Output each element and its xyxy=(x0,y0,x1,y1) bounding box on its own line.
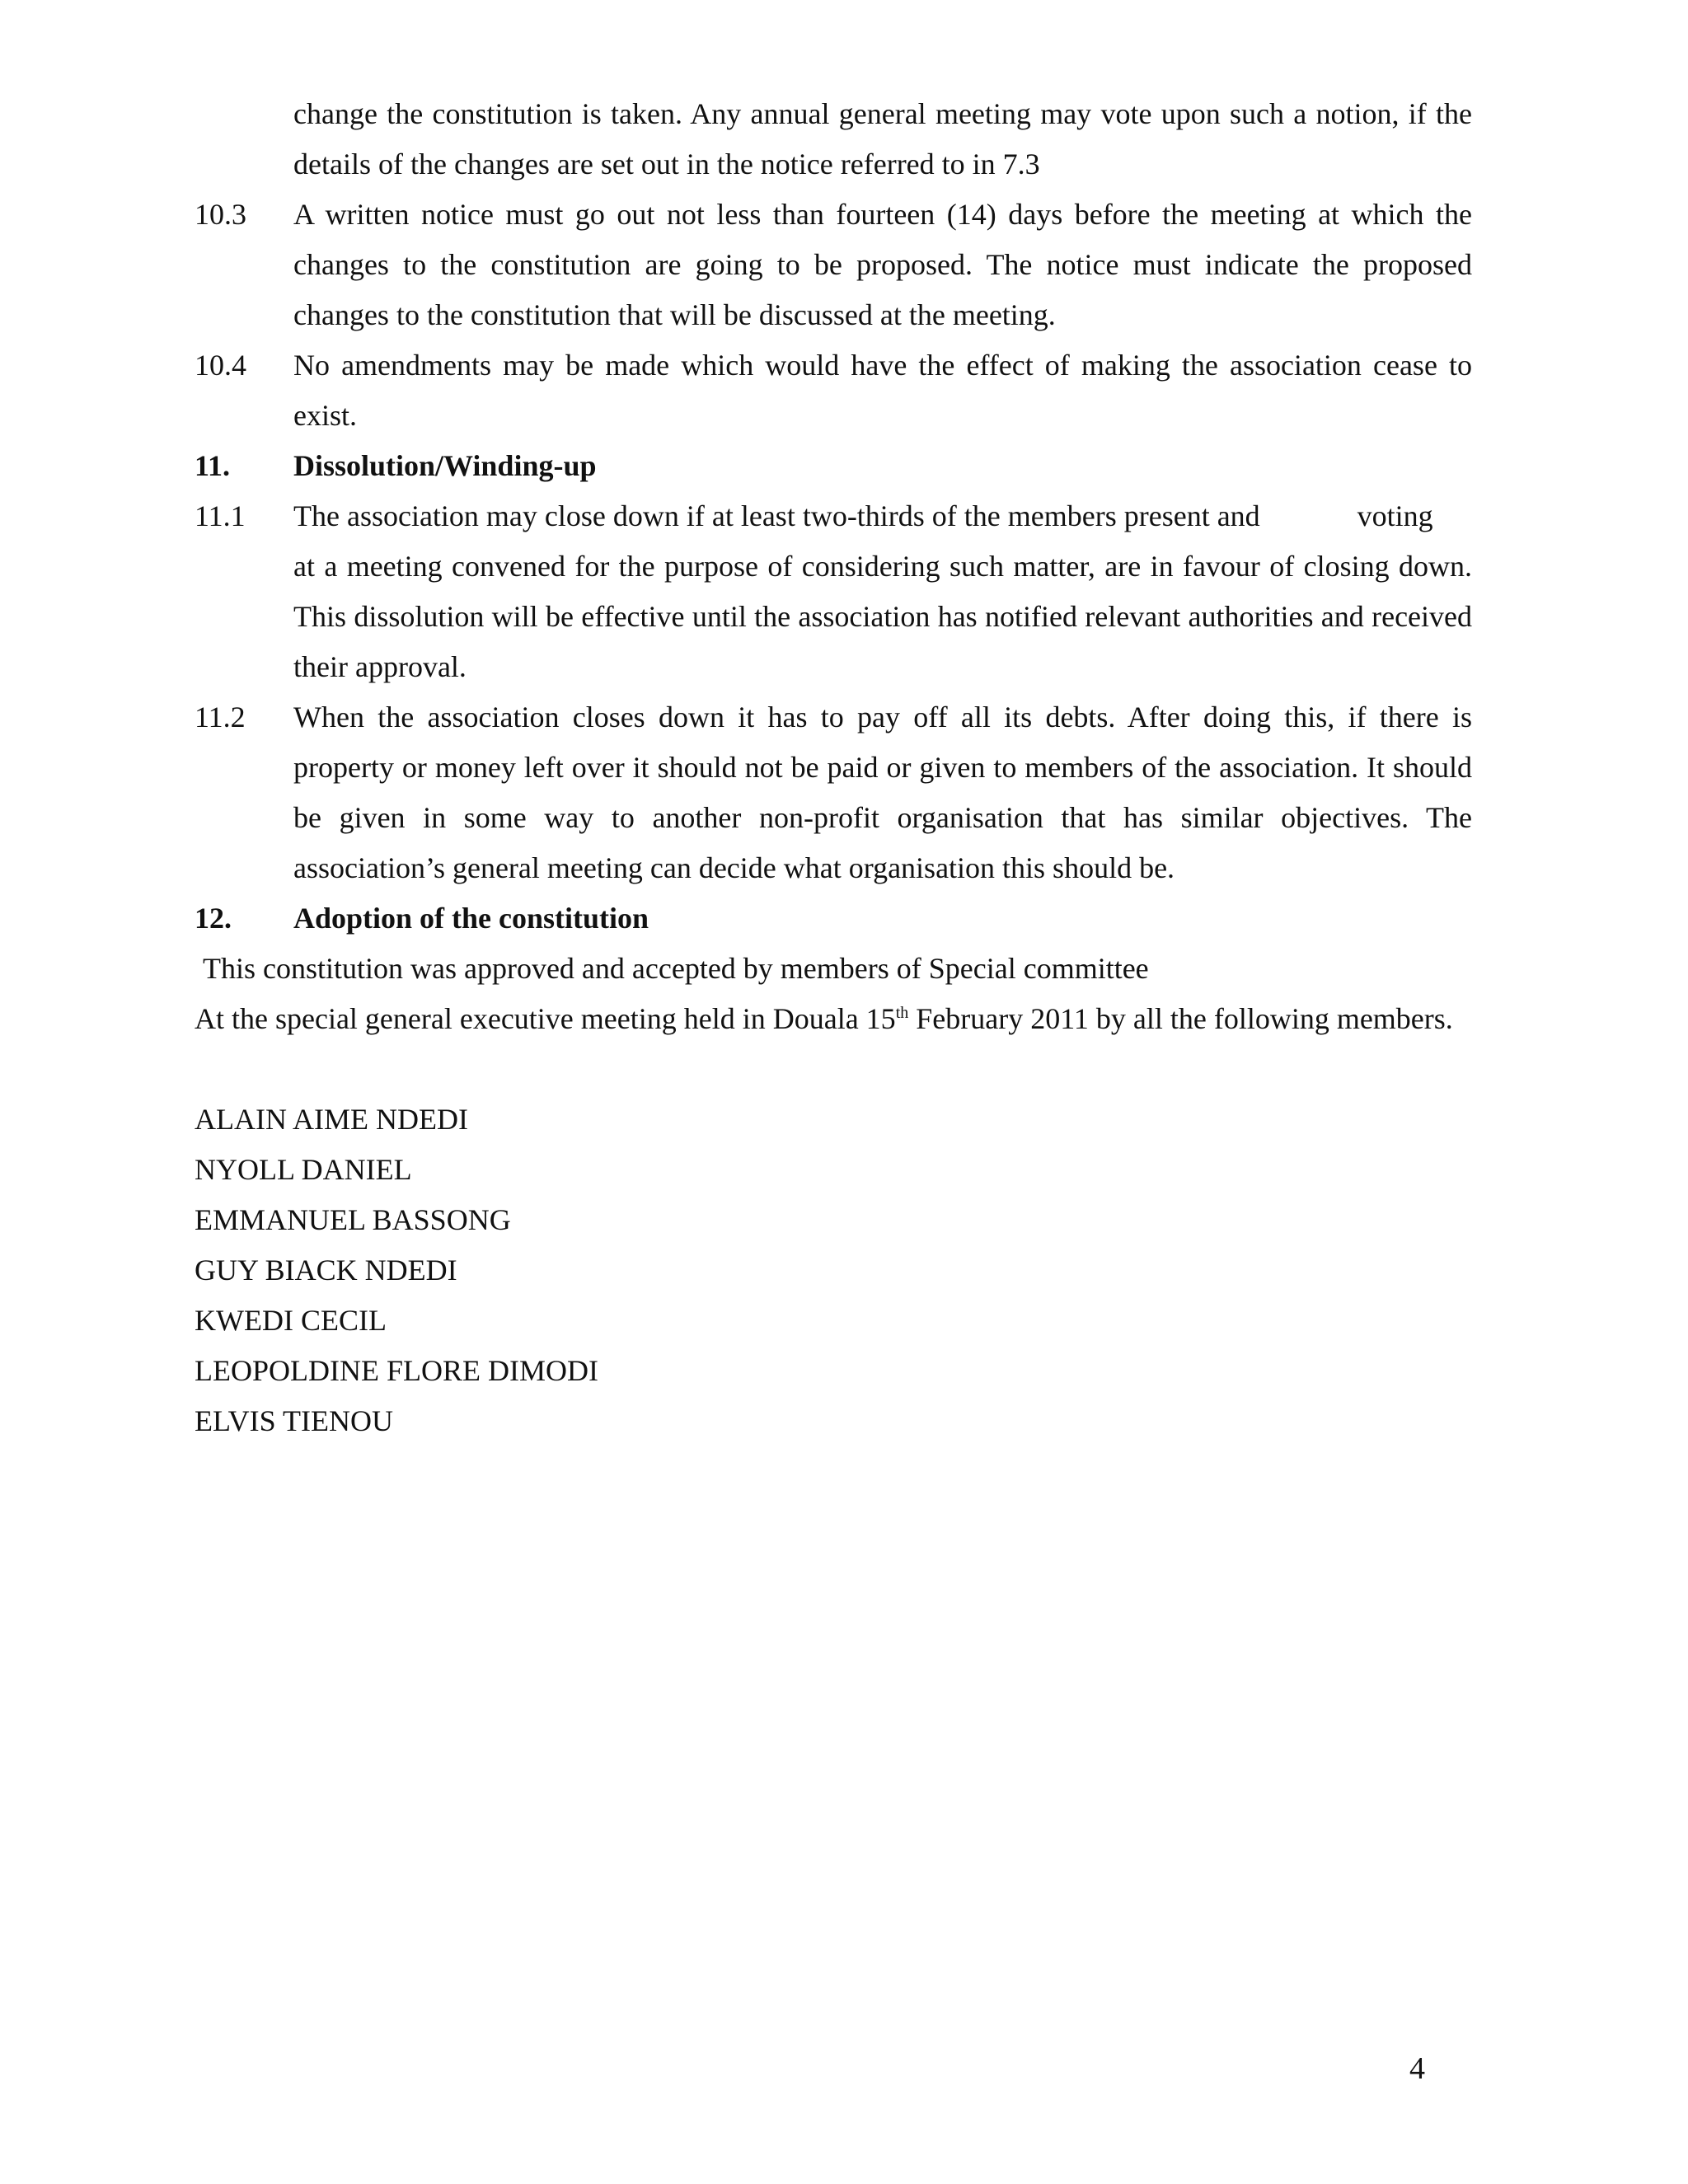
member-name: EMMANUEL BASSONG xyxy=(195,1203,511,1236)
section-number: 11. xyxy=(195,449,231,482)
clause-first-line-word: voting xyxy=(1357,499,1433,532)
section-12-heading xyxy=(195,893,1472,944)
section-title: Dissolution/Winding-up xyxy=(293,449,597,482)
member-name: ELVIS TIENOU xyxy=(195,1404,393,1437)
clause-11-1-continuation: at a meeting convened for the purpose of considering such matter, are in favour of closing down. This dissolution will be effective until the association has notified relevant authorities and received their approval. xyxy=(293,550,1472,683)
clause-number: 10.4 xyxy=(195,349,246,382)
member-name: NYOLL DANIEL xyxy=(195,1153,412,1186)
member-name: KWEDI CECIL xyxy=(195,1304,387,1337)
member-list xyxy=(195,1094,1472,1446)
member-name: LEOPOLDINE FLORE DIMODI xyxy=(195,1354,598,1387)
clause-number: 10.3 xyxy=(195,198,246,231)
approval-line: This constitution was approved and accepted by members of Special committee xyxy=(203,952,1149,985)
clause-first-line xyxy=(293,491,1472,541)
clause-number: 11.2 xyxy=(195,701,246,733)
meeting-text-after: February 2011 by all the following members. xyxy=(908,1002,1453,1035)
meeting-text-before: At the special general executive meeting held in Douala 15 xyxy=(195,1002,896,1035)
section-number: 12. xyxy=(195,902,232,935)
clause-11-2 xyxy=(195,692,1472,893)
clause-11-1 xyxy=(195,491,1472,541)
section-title: Adoption of the constitution xyxy=(293,902,649,935)
clause-10-3 xyxy=(195,190,1472,340)
clause-text: No amendments may be made which would have the effect of making the association cease to exist. xyxy=(293,349,1472,432)
member-name: ALAIN AIME NDEDI xyxy=(195,1103,468,1136)
ordinal-suffix: th xyxy=(895,1004,909,1022)
page-number: 4 xyxy=(1409,2051,1425,2086)
meeting-paragraph xyxy=(195,994,1472,1044)
clause-text: When the association closes down it has to pay off all its debts. After doing this, if there is property or money left over it should not be paid or given to members of the association. It should be given in some way to another non-profit organisation that has similar objectives. The association’s general meeting can decide what organisation this should be. xyxy=(293,701,1472,884)
clause-10-4 xyxy=(195,340,1472,441)
clause-number: 11.1 xyxy=(195,499,246,532)
page-content xyxy=(195,89,1472,1446)
section-11-heading xyxy=(195,441,1472,491)
member-name: GUY BIACK NDEDI xyxy=(195,1254,457,1286)
continuation-paragraph: change the constitution is taken. Any annual general meeting may vote upon such a notion, if the details of the changes are set out in the notice referred to in 7.3 xyxy=(293,97,1472,180)
clause-first-line-text: The association may close down if at least two-thirds of the members present and xyxy=(293,499,1260,532)
clause-text: A written notice must go out not less than fourteen (14) days before the meeting at which the changes to the constitution are going to be proposed. The notice must indicate the proposed changes to the constitution that will be discussed at the meeting. xyxy=(293,198,1472,331)
